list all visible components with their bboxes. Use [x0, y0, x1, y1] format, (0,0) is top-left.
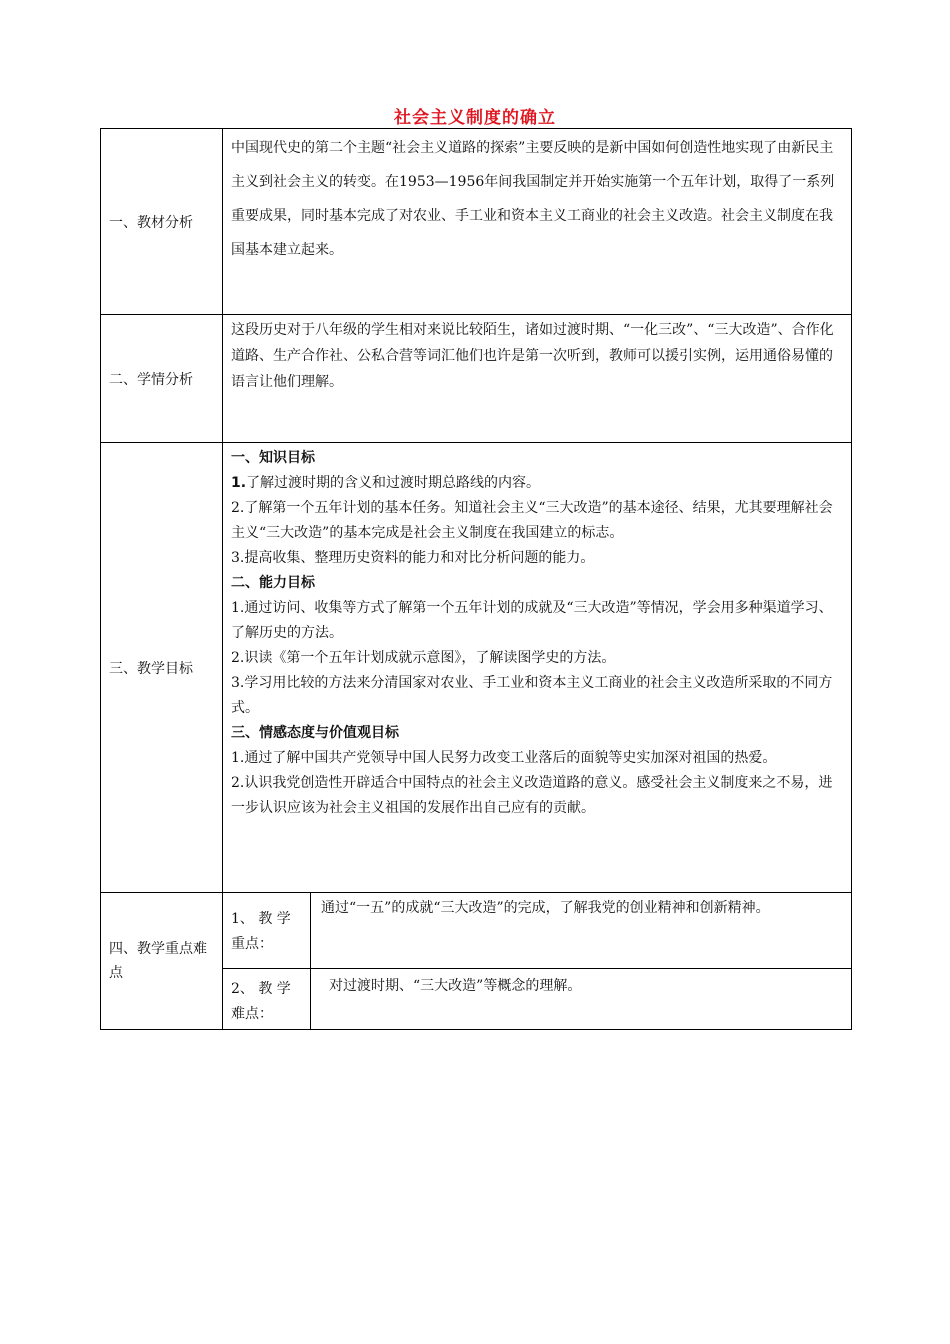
knowledge-item-2: 2.了解第一个五年计划的基本任务。知道社会主义“三大改造”的基本途径、结果，尤其要理解社会主义“三大改造”的基本完成是社会主义制度在我国建立的标志。 [231, 500, 833, 541]
label-teaching-difficulty: 2、 教 学 难点： [223, 969, 311, 1030]
emotion-item-2: 2.认识我党创造性开辟适合中国特点的社会主义改造道路的意义。感受社会主义制度来之不易，进一步认识应该为社会主义祖国的发展作出自己应有的贡献。 [231, 775, 833, 816]
label-student-analysis: 二、学情分析 [101, 315, 223, 443]
ability-item-1: 1.通过访问、收集等方式了解第一个五年计划的成就及“三大改造”等情况，学会用多种渠道学习、了解历史的方法。 [231, 600, 833, 641]
text-teaching-focus: 通过“一五”的成就“三大改造”的完成，了解我党的创业精神和创新精神。 [311, 893, 852, 969]
emotion-heading: 三、情感态度与价值观目标 [231, 725, 399, 741]
row-teaching-goals [101, 443, 852, 893]
knowledge-item-1-number: 1. [231, 475, 247, 491]
row-student-analysis [101, 315, 852, 443]
goals-content [223, 443, 852, 893]
emotion-item-1: 1.通过了解中国共产党领导中国人民努力改变工业落后的面貌等史实加深对祖国的热爱。 [231, 750, 777, 766]
text-student-analysis: 这段历史对于八年级的学生相对来说比较陌生，诸如过渡时期、“一化三改”、“三大改造”、合作化道路、生产合作社、公私合营等词汇他们也许是第一次听到，教师可以援引实例，运用通俗易懂的语言让他们理解。 [223, 315, 852, 443]
label-key-points: 四、教学重点难点 [101, 893, 223, 1030]
ability-heading: 二、能力目标 [231, 575, 315, 591]
knowledge-item-1-text: 了解过渡时期的含义和过渡时期总路线的内容。 [246, 475, 541, 491]
text-teaching-material: 中国现代史的第二个主题“社会主义道路的探索”主要反映的是新中国如何创造性地实现了由新民主主义到社会主义的转变。在1953—1956年间我国制定并开始实施第一个五年计划，取得了一系列重要成果，同时基本完成了对农业、手工业和资本主义工商业的社会主义改造。社会主义制度在我国基本建立起来。 [223, 129, 852, 315]
label-teaching-focus: 1、 教 学 重点： [223, 893, 311, 969]
knowledge-heading: 一、知识目标 [231, 450, 315, 466]
row-key-points-focus [101, 893, 852, 969]
knowledge-item-1 [231, 471, 843, 496]
knowledge-item-3: 3.提高收集、整理历史资料的能力和对比分析问题的能力。 [231, 550, 595, 566]
text-teaching-difficulty: 对过渡时期、“三大改造”等概念的理解。 [311, 969, 852, 1030]
ability-item-2: 2.识读《第一个五年计划成就示意图》，了解读图学史的方法。 [231, 650, 616, 666]
ability-item-3: 3.学习用比较的方法来分清国家对农业、手工业和资本主义工商业的社会主义改造所采取的不同方式。 [231, 675, 833, 716]
row-teaching-material [101, 129, 852, 315]
page-title: 社会主义制度的确立 [394, 108, 556, 128]
label-teaching-goals: 三、教学目标 [101, 443, 223, 893]
label-teaching-material: 一、教材分析 [101, 129, 223, 315]
lesson-plan-table [100, 128, 852, 1030]
